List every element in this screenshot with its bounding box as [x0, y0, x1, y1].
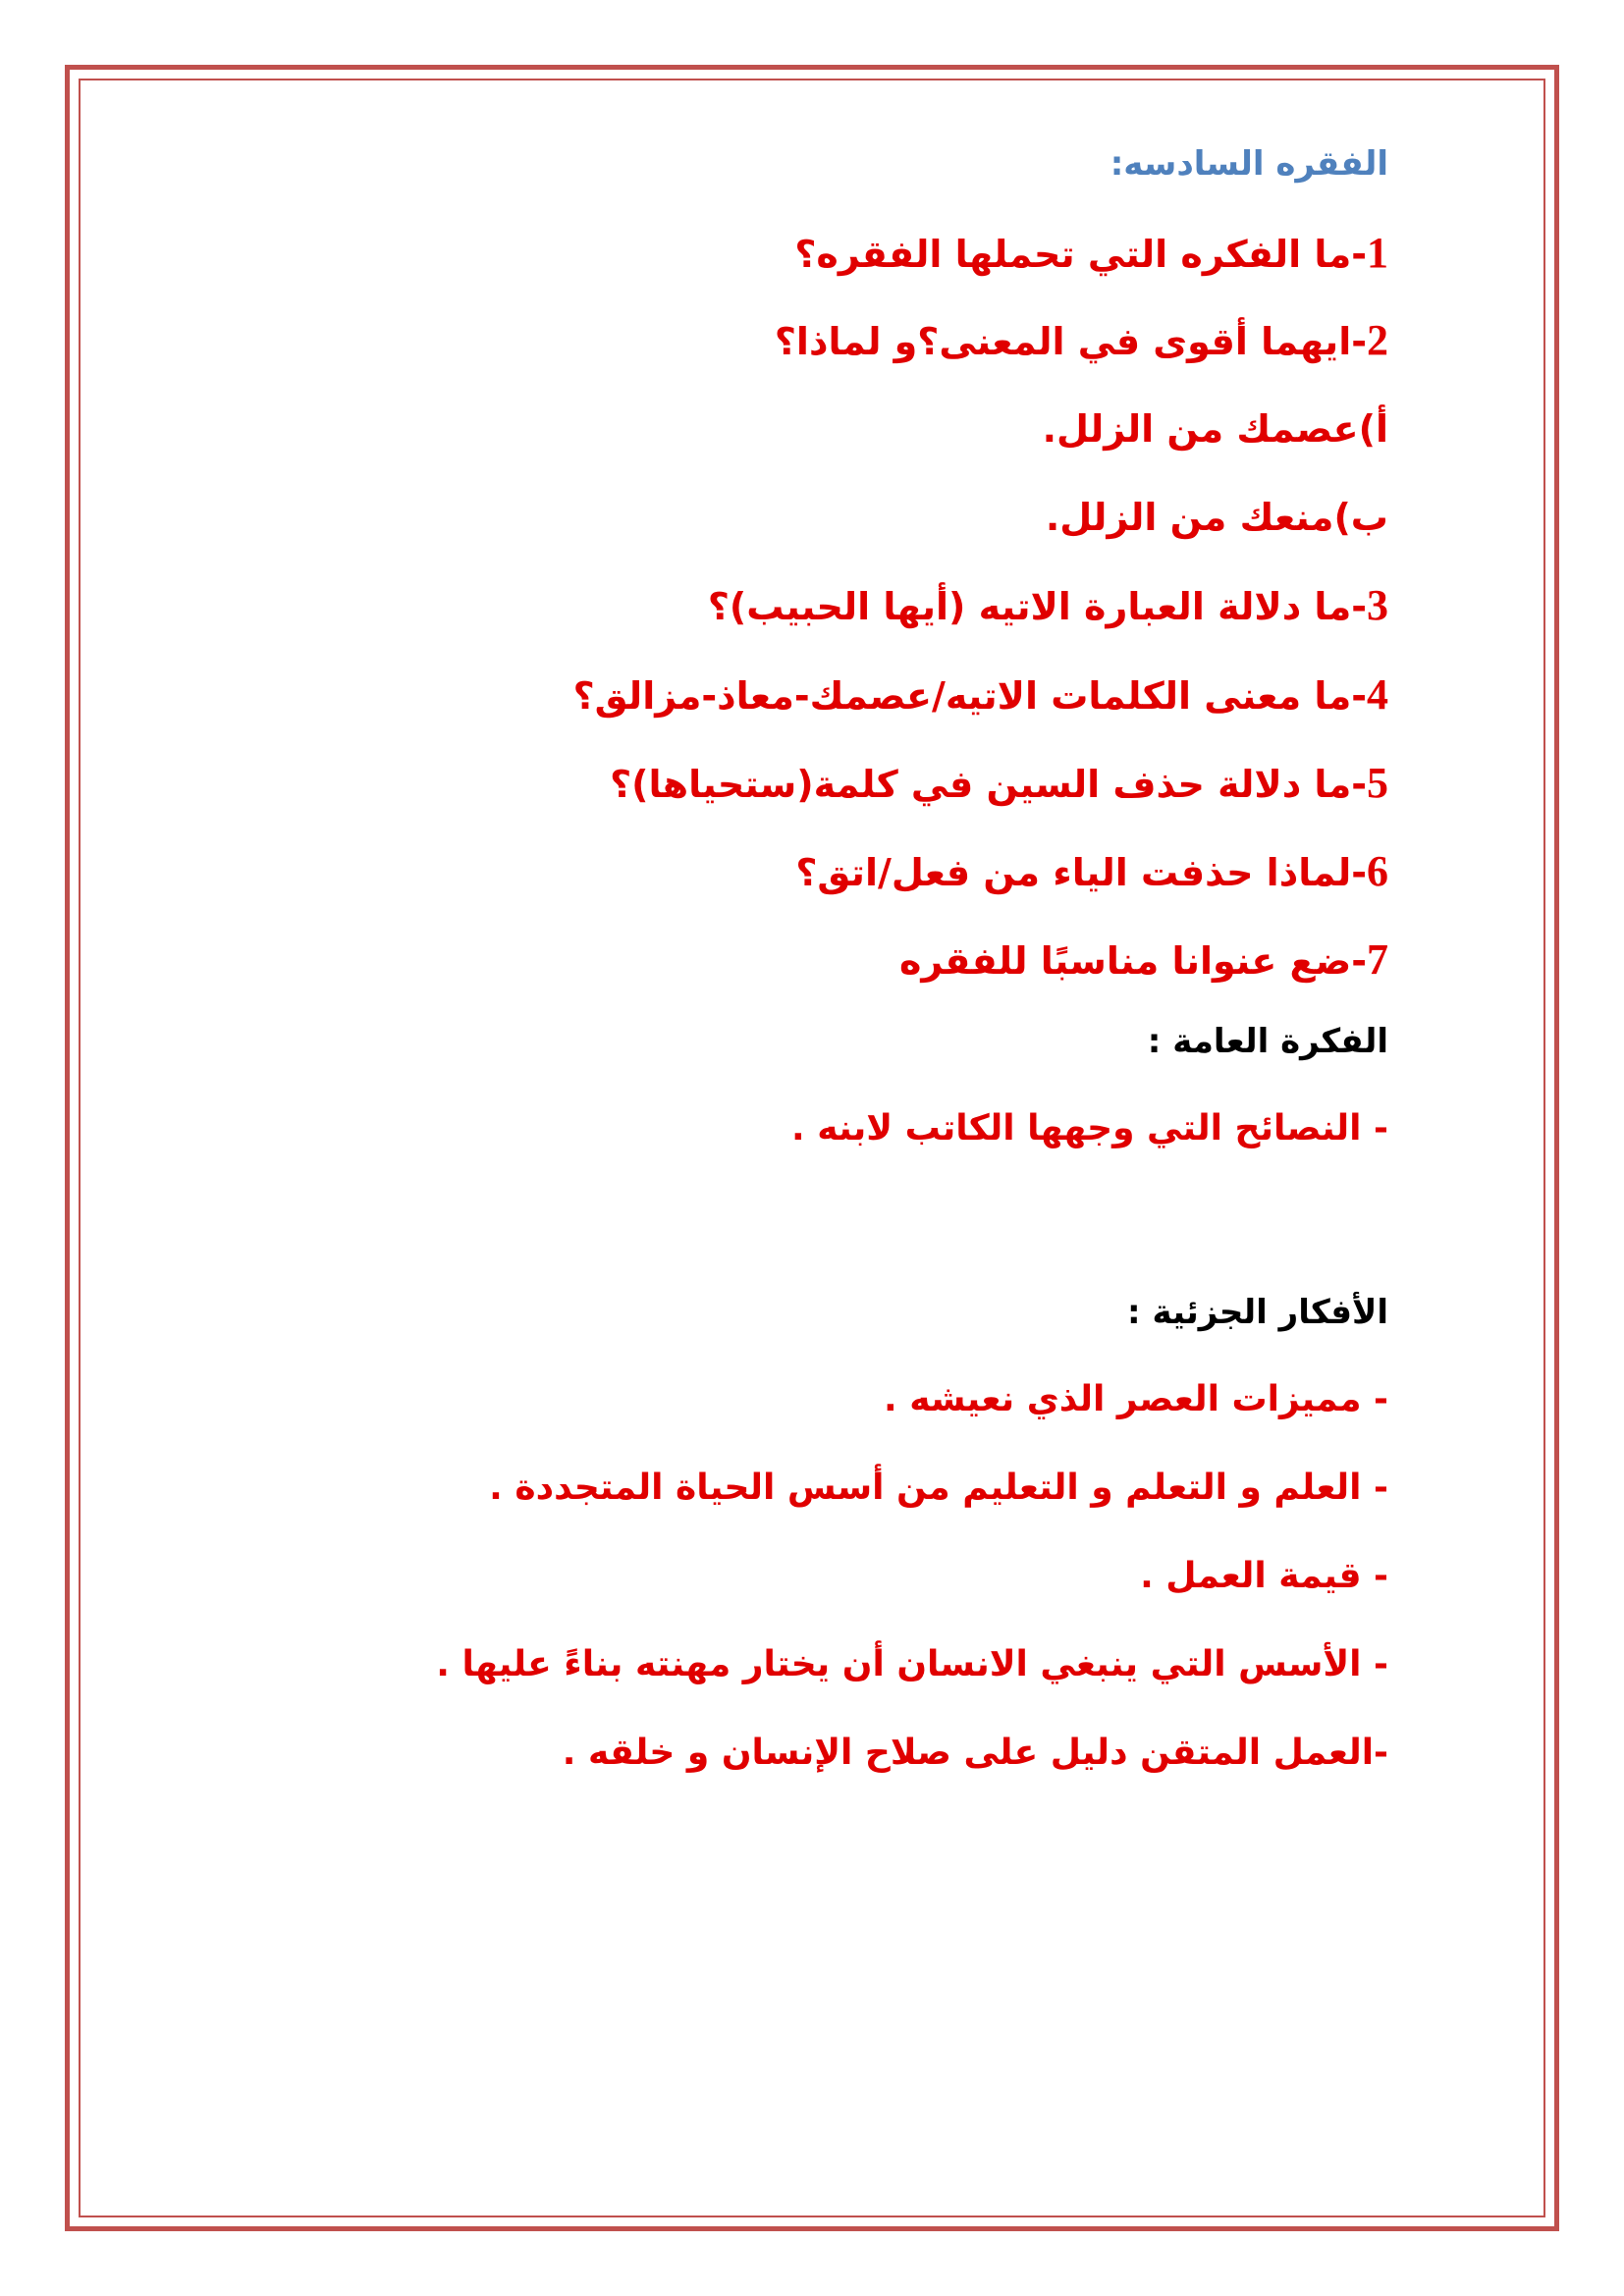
question-number: 2 [1367, 316, 1388, 364]
general-idea-text: - النصائح التي وجهها الكاتب لابنه . [791, 1108, 1388, 1148]
question-5 [610, 759, 1388, 807]
question-text: -ايهما أقوى في المعنى؟و لماذا؟ [774, 320, 1367, 363]
question-3 [707, 581, 1388, 629]
question-4 [572, 670, 1388, 719]
question-number: 4 [1367, 670, 1388, 719]
partial-ideas-title: الأفكار الجزئية : [1127, 1293, 1388, 1332]
partial-idea-item: - قيمة العمل . [1140, 1556, 1388, 1596]
question-number: 3 [1367, 581, 1388, 629]
option-a [1042, 407, 1388, 451]
partial-idea-item: - العلم و التعلم و التعليم من أسس الحياة المتجددة . [489, 1468, 1388, 1508]
partial-idea-item: - الأسس التي ينبغي الانسان أن يختار مهنته بناءً عليها . [436, 1644, 1388, 1684]
question-1 [794, 229, 1388, 277]
question-text: -ما معنى الكلمات الاتيه/عصمك-معاذ-مزالق؟ [572, 674, 1367, 718]
question-2 [774, 316, 1388, 364]
question-text: -لماذا حذفت الياء من فعل/اتق؟ [795, 851, 1367, 894]
partial-idea-item: -العمل المتقن دليل على صلاح الإنسان و خلقه . [562, 1733, 1388, 1773]
partial-idea-item: - مميزات العصر الذي نعيشه . [883, 1379, 1388, 1419]
question-7 [898, 935, 1388, 984]
question-number: 1 [1367, 229, 1388, 277]
option-text: أ)عصمك من الزلل. [1042, 407, 1388, 451]
section-heading: الفقره السادسه: [1110, 144, 1388, 184]
question-number: 5 [1367, 759, 1388, 807]
question-6 [795, 847, 1388, 895]
question-text: -ما دلالة العبارة الاتيه (أيها الحبيب)؟ [707, 585, 1367, 628]
option-b [1045, 496, 1388, 539]
option-text: ب)منعك من الزلل. [1045, 496, 1388, 539]
question-number: 7 [1367, 935, 1388, 984]
question-number: 6 [1367, 847, 1388, 895]
question-text: -ما الفكره التي تحملها الفقره؟ [794, 233, 1367, 276]
question-text: -ما دلالة حذف السين في كلمة(ستحياها)؟ [610, 763, 1367, 806]
question-text: -ضع عنوانا مناسبًا للفقره [898, 939, 1367, 983]
general-idea-title: الفكرة العامة : [1147, 1022, 1388, 1061]
